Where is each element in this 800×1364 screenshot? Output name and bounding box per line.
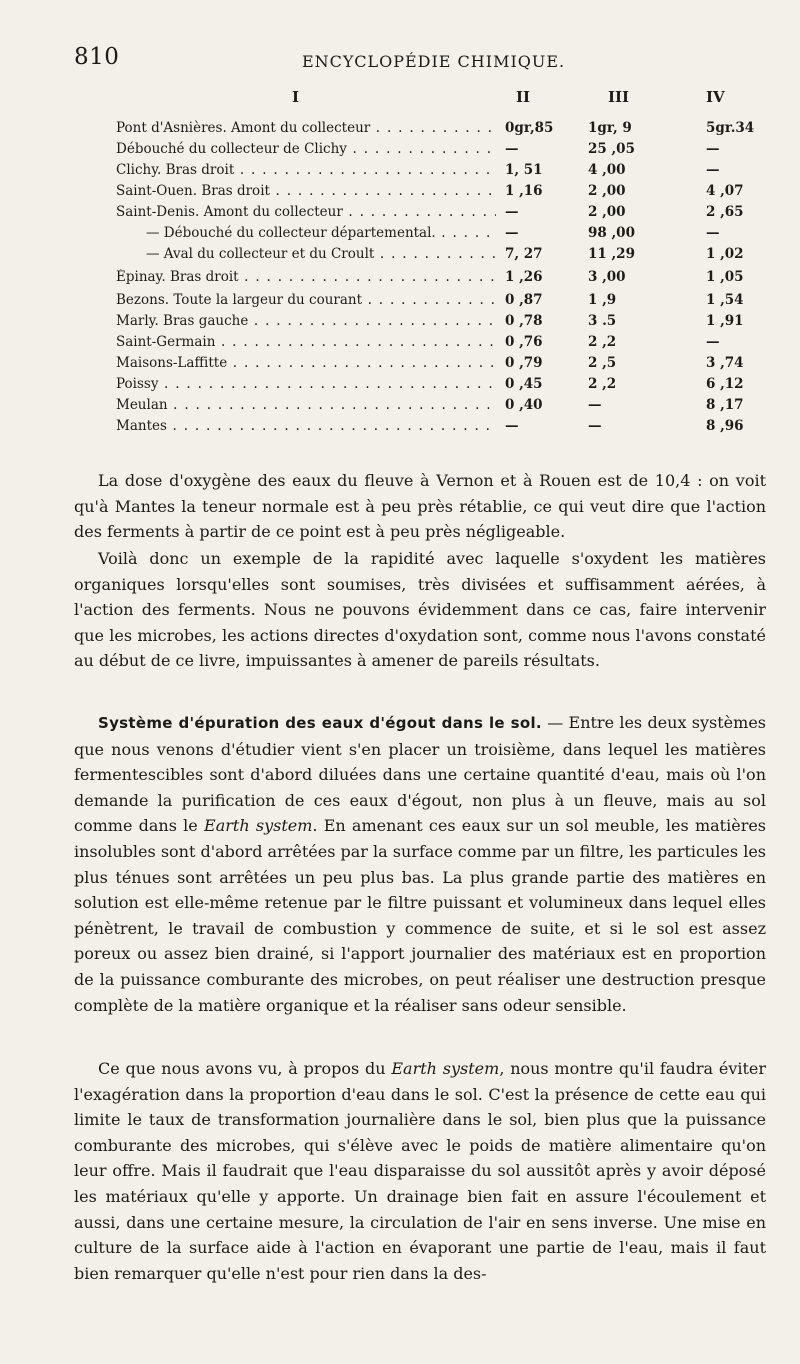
cell-col2: — <box>505 141 519 157</box>
table-row <box>116 246 756 266</box>
cell-col4: 1 ,91 <box>706 313 744 329</box>
cell-col3: 2 ,2 <box>588 334 617 350</box>
row-label: — Débouché du collecteur départemental. . . . <box>146 225 496 241</box>
row-label: Clichy. Bras droit . . . <box>116 162 496 178</box>
column-header-1: I <box>292 88 300 106</box>
cell-col4: 1 ,54 <box>706 292 744 308</box>
cell-col3: 25 ,05 <box>588 141 635 157</box>
cell-col4: 6 ,12 <box>706 376 744 392</box>
cell-col4: 3 ,74 <box>706 355 744 371</box>
table-row <box>116 313 756 333</box>
cell-col3: 1gr, 9 <box>588 120 632 136</box>
cell-col2: 0 ,45 <box>505 376 543 392</box>
row-label: Saint-Denis. Amont du collecteur . . . <box>116 204 496 220</box>
cell-col4: 2 ,65 <box>706 204 744 220</box>
cell-col3: 2 ,5 <box>588 355 617 371</box>
cell-col3: 2 ,00 <box>588 183 626 199</box>
cell-col4: — <box>706 334 720 350</box>
table-row <box>116 397 756 417</box>
cell-col3: 3 .5 <box>588 313 617 329</box>
paragraph-oxidation-rapidity: Voilà donc un exemple de la rapidité avec laquelle s'oxydent les matières organiques lorsqu'elles sont soumises, très divisées et suffisamment aérées, à l'action des ferments. Nous ne pouvons évidemment dans ce cas, faire intervenir que les microbes, les actions directes d'oxydation sont, comme nous l'avons constaté au début de ce livre, impuissantes à amener de pareils résultats. <box>74 549 766 671</box>
cell-col4: 1 ,05 <box>706 269 744 285</box>
cell-col2: — <box>505 204 519 220</box>
table-row <box>116 418 756 438</box>
cell-col2: 1, 51 <box>505 162 543 178</box>
row-label: Saint-Ouen. Bras droit . . . <box>116 183 496 199</box>
cell-col3: 2 ,00 <box>588 204 626 220</box>
table-row <box>116 269 756 289</box>
cell-col2: 7, 27 <box>505 246 543 262</box>
row-label: Bezons. Toute la largeur du courant . . . <box>116 292 496 308</box>
cell-col4: 5gr.34 <box>706 120 755 136</box>
page-number: 810 <box>74 44 120 70</box>
paragraph-text: — Entre les deux systèmes que nous venons d'étudier vient s'en placer un troisième, dans lequel les matières fermentescibles sont d'abord diluées dans une certaine quantité d'eau, mais où l'on demande la purification de ces eaux d'égout, non plus à un fleuve, mais au sol comme dans le <box>74 713 766 836</box>
paragraph-oxygen-dose: La dose d'oxygène des eaux du fleuve à Vernon et à Rouen est de 10,4 : on voit qu'à Mantes la teneur normale est à peu près rétablie, ce qui veut dire que l'action des ferments à partir de ce point est à peu près négligeable. <box>74 471 766 542</box>
table-row <box>116 183 756 203</box>
table-row <box>116 334 756 354</box>
cell-col2: 1 ,26 <box>505 269 543 285</box>
cell-col4: 8 ,17 <box>706 397 744 413</box>
cell-col3: 1 ,9 <box>588 292 617 308</box>
cell-col3: — <box>588 418 602 434</box>
cell-col2: 1 ,16 <box>505 183 543 199</box>
table-row <box>116 141 756 161</box>
cell-col2: 0 ,79 <box>505 355 543 371</box>
cell-col3: — <box>588 397 602 413</box>
paragraph-text: . En amenant ces eaux sur un sol meuble, les matières insolubles sont d'abord arrêtées par la surface comme par un filtre, les particules les plus ténues sont arrêtées un peu plus bas. La plus grande partie des matières en solution est elle-même retenue par le filtre puissant et volumineux dans lequel elles pénètrent, le travail de combustion y commence de suite, et si le sol est assez poreux ou assez bien drainé, si l'apport journalier des matériaux est en proportion de la puissance comburante des microbes, on peut réaliser une destruction presque complète de la matière organique et la réaliser sans odeur sensible. <box>74 816 767 1015</box>
row-label: Pont d'Asnières. Amont du collecteur . . . <box>116 120 496 136</box>
row-label: Mantes . . . <box>116 418 496 434</box>
row-label: Saint-Germain . . . <box>116 334 496 350</box>
running-title: ENCYCLOPÉDIE CHIMIQUE. <box>302 52 566 71</box>
row-label: — Aval du collecteur et du Croult . . . <box>146 246 496 262</box>
table-row <box>116 120 756 140</box>
cell-col3: 4 ,00 <box>588 162 626 178</box>
earth-system-term: Earth system <box>391 1059 500 1078</box>
paragraph-soil-purification <box>74 710 766 1018</box>
table-row <box>116 204 756 224</box>
row-label: Poissy . . . <box>116 376 496 392</box>
cell-col4: 1 ,02 <box>706 246 744 262</box>
cell-col3: 98 ,00 <box>588 225 635 241</box>
cell-col2: 0 ,40 <box>505 397 543 413</box>
cell-col3: 11 ,29 <box>588 246 635 262</box>
cell-col2: 0gr,85 <box>505 120 554 136</box>
table-row <box>116 225 756 245</box>
cell-col2: 0 ,76 <box>505 334 543 350</box>
row-label: Marly. Bras gauche . . . <box>116 313 496 329</box>
cell-col3: 2 ,2 <box>588 376 617 392</box>
cell-col2: — <box>505 225 519 241</box>
row-label: Débouché du collecteur de Clichy . . . <box>116 141 496 157</box>
row-label: Épinay. Bras droit . . . <box>116 269 496 285</box>
column-header-4: IV <box>706 88 725 106</box>
cell-col4: 4 ,07 <box>706 183 744 199</box>
earth-system-term: Earth system <box>204 816 313 836</box>
cell-col4: — <box>706 162 720 178</box>
paragraph-text: Ce que nous avons vu, à propos du <box>98 1059 392 1078</box>
cell-col2: — <box>505 418 519 434</box>
cell-col3: 3 ,00 <box>588 269 626 285</box>
paragraph-water-proportion <box>74 1056 766 1286</box>
cell-col4: — <box>706 225 720 241</box>
table-row <box>116 376 756 396</box>
column-header-3: III <box>608 88 630 106</box>
cell-col2: 0 ,78 <box>505 313 543 329</box>
row-label: Meulan . . . <box>116 397 496 413</box>
cell-col2: 0 ,87 <box>505 292 543 308</box>
column-header-2: II <box>516 88 531 106</box>
cell-col4: — <box>706 141 720 157</box>
table-row <box>116 162 756 182</box>
table-row <box>116 292 756 312</box>
cell-col4: 8 ,96 <box>706 418 744 434</box>
row-label: Maisons-Laffitte . . . <box>116 355 496 371</box>
table-row <box>116 355 756 375</box>
paragraph-text: , nous montre qu'il faudra éviter l'exagération dans la proportion d'eau dans le sol. C'est la présence de cette eau qui limite le taux de transformation journalière dans le sol, bien plus que la puissance comburante des microbes, qui s'élève avec le poids de matière alimentaire qu'on leur offre. Mais il faudrait que l'eau disparaisse du sol aussitôt après y avoir déposé les matériaux qu'elle y apporte. Un drainage bien fait en assure l'écoulement et aussi, dans une certaine mesure, la circulation de l'air en sens inverse. Une mise en culture de la surface aide à l'action en évaporant une partie de l'eau, mais il faut bien remarquer qu'elle n'est pour rien dans la des- <box>74 1059 767 1283</box>
section-heading: Système d'épuration des eaux d'égout dans le sol. <box>98 714 542 732</box>
